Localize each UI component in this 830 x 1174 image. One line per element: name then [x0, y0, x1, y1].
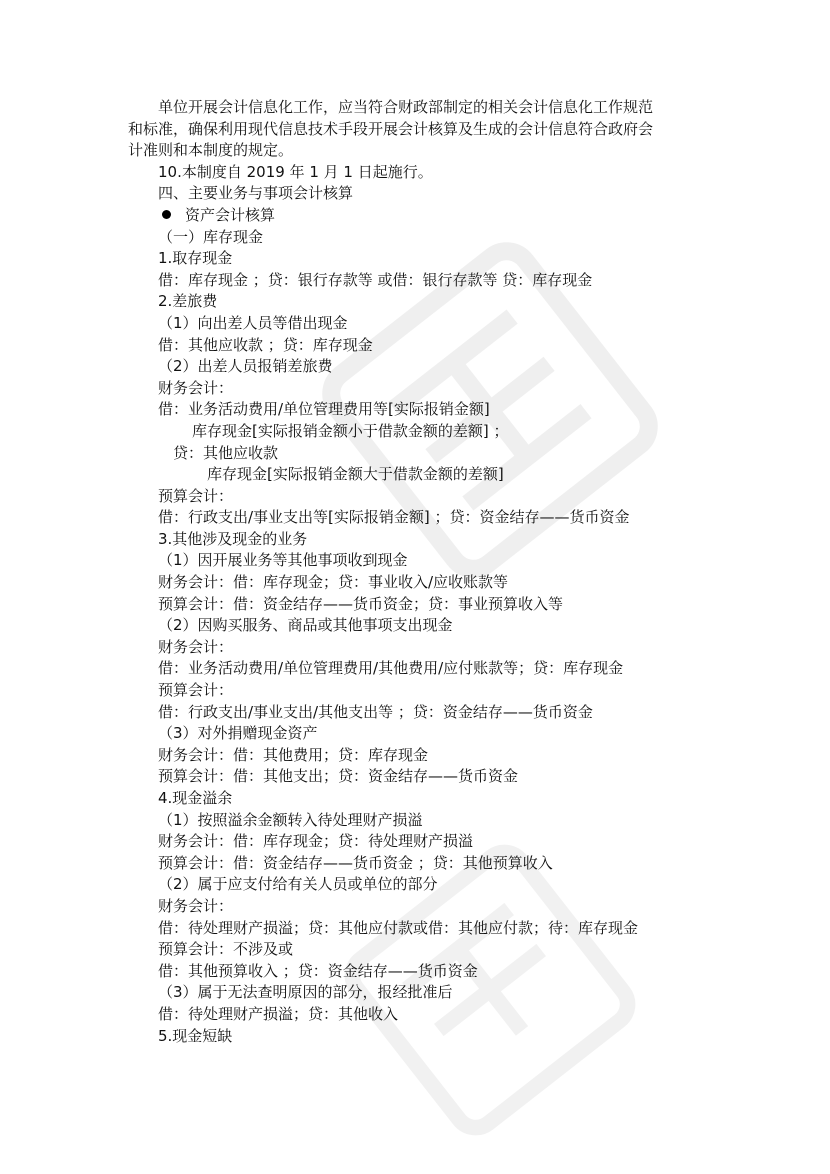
entry-line: 预算会计：借：资金结存——货币资金；贷：事业预算收入等: [158, 594, 564, 613]
bullet-item: [158, 205, 698, 227]
item-heading: 3.其他涉及现金的业务: [158, 529, 308, 548]
item-heading: 1.取存现金: [158, 249, 233, 268]
sub-item-heading: （3）对外捐赠现金资产: [158, 724, 318, 743]
item-heading: 4.现金溢余: [158, 789, 233, 807]
entry-line: 库存现金[实际报销金额小于借款金额的差额] ；: [192, 421, 509, 440]
entry-line: 财务会计：借：其他费用；贷：库存现金: [158, 745, 429, 764]
sub-item-heading: （1）向出差人员等借出现金: [158, 313, 348, 332]
sub-item-heading: （1）因开展业务等其他事项收到现金: [158, 551, 408, 570]
label-line: 财务会计：: [158, 637, 234, 656]
entry-line: 借：其他应收款 ；贷：库存现金: [158, 335, 373, 354]
entry-line: 借：业务活动费用/单位管理费用/其他费用/应付账款等；贷：库存现金: [158, 659, 624, 678]
entry-line: 借：其他预算收入 ；贷：资金结存——货币资金: [158, 961, 478, 980]
label-line: 财务会计：: [158, 378, 234, 397]
sub-item-heading: （2）属于应支付给有关人员或单位的部分: [158, 875, 438, 894]
intro-line: 计准则和本制度的规定。: [128, 141, 294, 160]
section-heading: 四、主要业务与事项会计核算: [158, 184, 354, 203]
label-line: 预算会计：: [158, 486, 234, 505]
sub-item-heading: （3）属于无法查明原因的部分，报经批准后: [158, 983, 453, 1002]
entry-line: 预算会计：借：资金结存——货币资金 ；贷：其他预算收入: [158, 853, 553, 872]
entry-line: 借：库存现金 ；贷：银行存款等 或借：银行存款等 贷：库存现金: [158, 270, 593, 289]
entry-line: 借：待处理财产损溢；贷：其他收入: [158, 1004, 399, 1023]
entry-line: 财务会计：借：库存现金；贷：待处理财产损溢: [158, 832, 474, 851]
sub-item-heading: （1）按照溢余金额转入待处理财产损溢: [158, 810, 423, 829]
sub-item-heading: （2）因购买服务、商品或其他事项支出现金: [158, 616, 453, 635]
label-line: 财务会计：: [158, 896, 234, 915]
entry-line: 财务会计：借：库存现金；贷：事业收入/应收账款等: [158, 573, 509, 592]
entry-line: 预算会计：不涉及或: [158, 940, 294, 959]
effective-date-line: 10.本制度自 2019 年 1 月 1 日起施行。: [158, 162, 433, 181]
entry-line: 库存现金[实际报销金额大于借款金额的差额]: [207, 465, 504, 484]
item-heading: 5.现金短缺: [158, 1026, 233, 1045]
bullet-label: 资产会计核算: [185, 205, 276, 224]
intro-line: 和标准，确保利用现代信息技术手段开展会计核算及生成的会计信息符合政府会: [128, 119, 654, 138]
entry-line: 借：行政支出/事业支出/其他支出等 ；贷：资金结存——货币资金: [158, 702, 593, 721]
bullet-icon: [162, 210, 171, 219]
entry-line: 借：待处理财产损溢；贷：其他应付款或借：其他应付款；待：库存现金: [158, 918, 639, 937]
item-heading: 2.差旅费: [158, 292, 218, 311]
entry-line: 借：行政支出/事业支出等[实际报销金额] ；贷：资金结存——货币资金: [158, 508, 630, 527]
document-body: [128, 97, 698, 1047]
sub-item-heading: （2）出差人员报销差旅费: [158, 357, 333, 376]
entry-line: 预算会计：借：其他支出；贷：资金结存——货币资金: [158, 767, 519, 786]
intro-line: 单位开展会计信息化工作，应当符合财政部制定的相关会计信息化工作规范: [158, 98, 654, 116]
entry-line: 借：业务活动费用/单位管理费用等[实际报销金额]: [158, 400, 490, 419]
label-line: 预算会计：: [158, 681, 234, 700]
subsection-heading: （一）库存现金: [158, 227, 264, 246]
entry-line: 贷：其他应收款: [173, 443, 279, 462]
